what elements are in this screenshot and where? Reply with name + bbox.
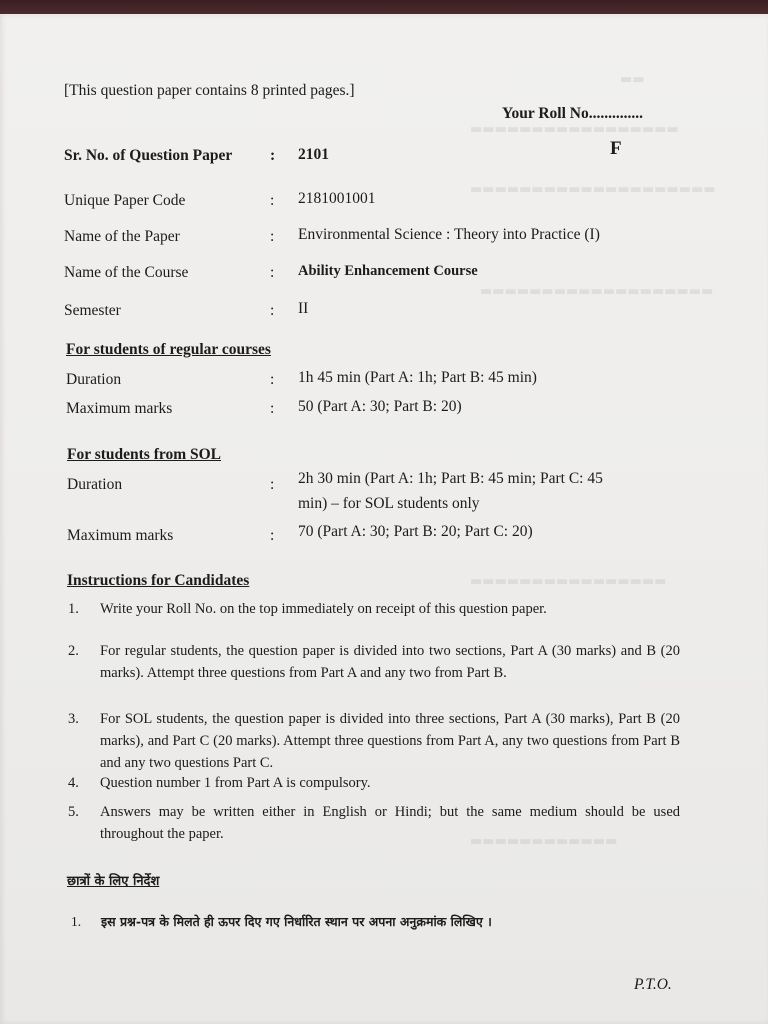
instruction-number: 2. [68, 643, 79, 659]
regular-heading: For students of regular courses [66, 341, 271, 358]
instruction-number: 5. [68, 804, 79, 820]
upc-value: 2181001001 [298, 190, 376, 207]
colon: : [270, 264, 275, 281]
question-paper-page [0, 14, 768, 1024]
instruction-number: 1. [68, 601, 79, 617]
hindi-instruction-item: इस प्रश्न-पत्र के मिलते ही ऊपर दिए गए निर्धारित स्थान पर अपना अनुक्रमांक लिखिए । [101, 914, 492, 929]
regular-max-marks-label: Maximum marks [66, 400, 173, 417]
instruction-number: 3. [68, 711, 79, 727]
regular-duration-value: 1h 45 min (Part A: 1h; Part B: 45 min) [298, 369, 537, 386]
sol-max-marks-value: 70 (Part A: 30; Part B: 20; Part C: 20) [298, 523, 533, 540]
instruction-item: For regular students, the question paper is divided into two sections, Part A (30 marks) and B (20 marks). Attempt three questions from Part A and any two from Part B. [100, 643, 680, 681]
paper-name-value: Environmental Science : Theory into Practice (I) [298, 226, 600, 243]
colon: : [270, 228, 275, 245]
sol-heading: For students from SOL [67, 446, 222, 463]
colon: : [270, 147, 276, 164]
sr-no-value: 2101 [298, 146, 329, 163]
colon: : [270, 192, 275, 209]
show-through-smudge: ▬▬▬▬▬▬▬▬▬▬▬▬▬▬▬▬▬▬▬▬ [470, 182, 716, 197]
sol-duration-label: Duration [67, 476, 123, 493]
upc-label: Unique Paper Code [64, 192, 186, 209]
regular-duration-label: Duration [66, 371, 122, 388]
set-letter: F [610, 138, 622, 159]
colon: : [270, 400, 275, 417]
colon: : [270, 371, 275, 388]
sol-duration-value-cont: min) – for SOL students only [298, 495, 480, 512]
pages-note: [This question paper contains 8 printed pages.] [64, 82, 355, 99]
colon: : [270, 527, 275, 544]
show-through-smudge: ▬▬▬▬▬▬▬▬▬▬▬▬▬▬▬▬▬ [470, 122, 679, 137]
instruction-item: Write your Roll No. on the top immediately on receipt of this question paper. [100, 601, 547, 617]
instruction-item: For SOL students, the question paper is divided into three sections, Part A (30 marks), Part B (20 marks), and Part C (20 marks). Attempt three questions from Part A, any two questions from Part B and any two questions Part C. [100, 711, 680, 771]
hindi-instruction-number: 1. [71, 914, 82, 929]
show-through-smudge: ▬▬ [620, 72, 645, 87]
show-through-smudge: ▬▬▬▬▬▬▬▬▬▬▬▬ [470, 834, 618, 849]
course-name-value: Ability Enhancement Course [298, 263, 478, 279]
regular-max-marks-value: 50 (Part A: 30; Part B: 20) [298, 398, 462, 415]
roll-number-field: Your Roll No.............. [502, 105, 643, 122]
colon: : [270, 302, 275, 319]
instruction-number: 4. [68, 775, 79, 791]
colon: : [270, 476, 275, 493]
hindi-instructions-heading: छात्रों के लिए निर्देश [67, 874, 160, 889]
paper-name-label: Name of the Paper [64, 228, 180, 245]
page-turn-note: P.T.O. [634, 976, 672, 993]
semester-label: Semester [64, 302, 121, 319]
sr-no-label: Sr. No. of Question Paper [64, 147, 233, 164]
show-through-smudge: ▬▬▬▬▬▬▬▬▬▬▬▬▬▬▬▬ [470, 574, 667, 589]
show-through-smudge: ▬▬▬▬▬▬▬▬▬▬▬▬▬▬▬▬▬▬▬ [480, 284, 714, 299]
semester-value: II [298, 300, 309, 317]
sol-duration-value: 2h 30 min (Part A: 1h; Part B: 45 min; Part C: 45 [298, 470, 603, 487]
course-name-label: Name of the Course [64, 264, 189, 281]
instruction-item: Question number 1 from Part A is compulsory. [100, 775, 371, 791]
instructions-heading: Instructions for Candidates [67, 572, 250, 589]
sol-max-marks-label: Maximum marks [67, 527, 174, 544]
instruction-item: Answers may be written either in English or Hindi; but the same medium should be used throughout the paper. [100, 804, 680, 842]
